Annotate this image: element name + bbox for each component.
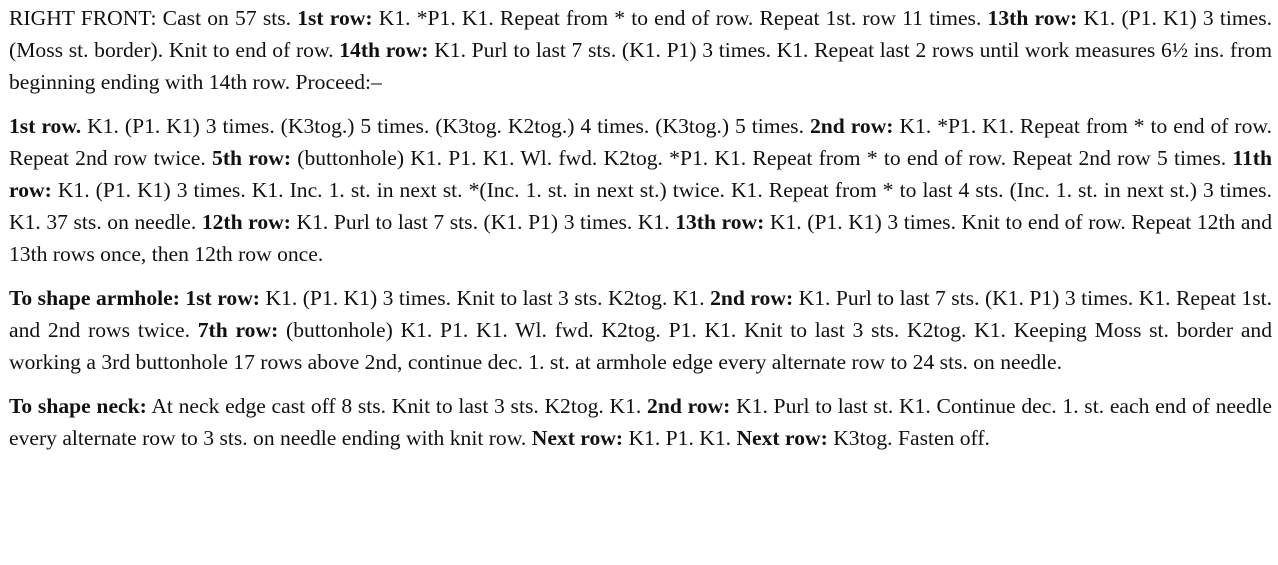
row-heading: To shape armhole: 1st row: [9,286,260,310]
instruction-text: (buttonhole) K1. P1. K1. Wl. fwd. K2tog. *P1. K1. Repeat from * to end of row. Repeat 2nd row 5 times. [291,146,1233,170]
row-heading: 14th row: [339,38,429,62]
instruction-text: K1. (P1. K1) 3 times. Knit to last 3 sts. K2tog. K1. [259,286,711,310]
instruction-text: K1. P1. K1. [623,426,737,450]
row-heading: 2nd row: [710,286,794,310]
row-heading: Next row: [736,426,828,450]
instruction-text: K1. Purl to last 7 sts. (K1. P1) 3 times. K1. Repeat 1st. and 2nd rows twice. [9,286,1272,342]
row-heading: 13th row: [987,6,1078,30]
instruction-text: K1. Purl to last 7 sts. (K1. P1) 3 times. K1. Repeat last 2 rows until work measures 6½ ins. from beginning ending with 14th row. Proceed:– [9,38,1272,94]
instruction-text: (buttonhole) K1. P1. K1. Wl. fwd. K2tog. P1. K1. Knit to last 3 sts. K2tog. K1. Keeping Moss st. border and working a 3rd buttonhole 17 rows above 2nd, continue dec. 1. st. at armhole edge every alternate row to 24 sts. on needle. [9,318,1272,374]
row-heading: 13th row: [675,210,765,234]
instruction-text: RIGHT FRONT: Cast on 57 sts. [9,6,298,30]
instruction-text: K1. (P1. K1) 3 times. Knit to end of row. Repeat 12th and 13th rows once, then 12th row once. [9,210,1273,266]
row-heading: To shape neck: [9,394,147,418]
row-heading: 5th row: [212,146,292,170]
paragraph-shape-armhole [9,282,1272,378]
row-heading: 1st row. [9,114,82,138]
instruction-text: K1. Purl to last st. K1. Continue dec. 1. st. each end of needle every alternate row to 3 sts. on needle ending with knit row. [9,394,1272,450]
paragraph-yoke-rows [9,110,1272,270]
row-heading: 12th row: [201,210,291,234]
instruction-text: K1. Purl to last 7 sts. (K1. P1) 3 times. K1. [290,210,676,234]
instruction-text: K1. (P1. K1) 3 times. (K3tog.) 5 times. (K3tog. K2tog.) 4 times. (K3tog.) 5 times. [81,114,810,138]
paragraph-shape-neck [9,390,1272,454]
instruction-text: K1. (P1. K1) 3 times. (Moss st. border). Knit to end of row. [9,6,1272,62]
row-heading: 2nd row: [647,394,731,418]
instruction-text: K1. *P1. K1. Repeat from * to end of row. Repeat 2nd row twice. [9,114,1272,170]
instruction-text: K1. *P1. K1. Repeat from * to end of row. Repeat 1st. row 11 times. [372,6,988,30]
knitting-pattern-document [9,2,1272,454]
paragraph-right-front [9,2,1272,98]
row-heading: 7th row: [197,318,279,342]
row-heading: 2nd row: [809,114,894,138]
row-heading: 1st row: [297,6,373,30]
row-heading: 11th row: [9,146,1272,202]
row-heading: Next row: [531,426,624,450]
instruction-text: K1. (P1. K1) 3 times. K1. Inc. 1. st. in next st. *(Inc. 1. st. in next st.) twice. K1. Repeat from * to last 4 sts. (Inc. 1. st. in next st.) 3 times. K1. 37 sts. on needle. [9,178,1272,234]
instruction-text: At neck edge cast off 8 sts. Knit to last 3 sts. K2tog. K1. [146,394,648,418]
instruction-text: K3tog. Fasten off. [827,426,990,450]
